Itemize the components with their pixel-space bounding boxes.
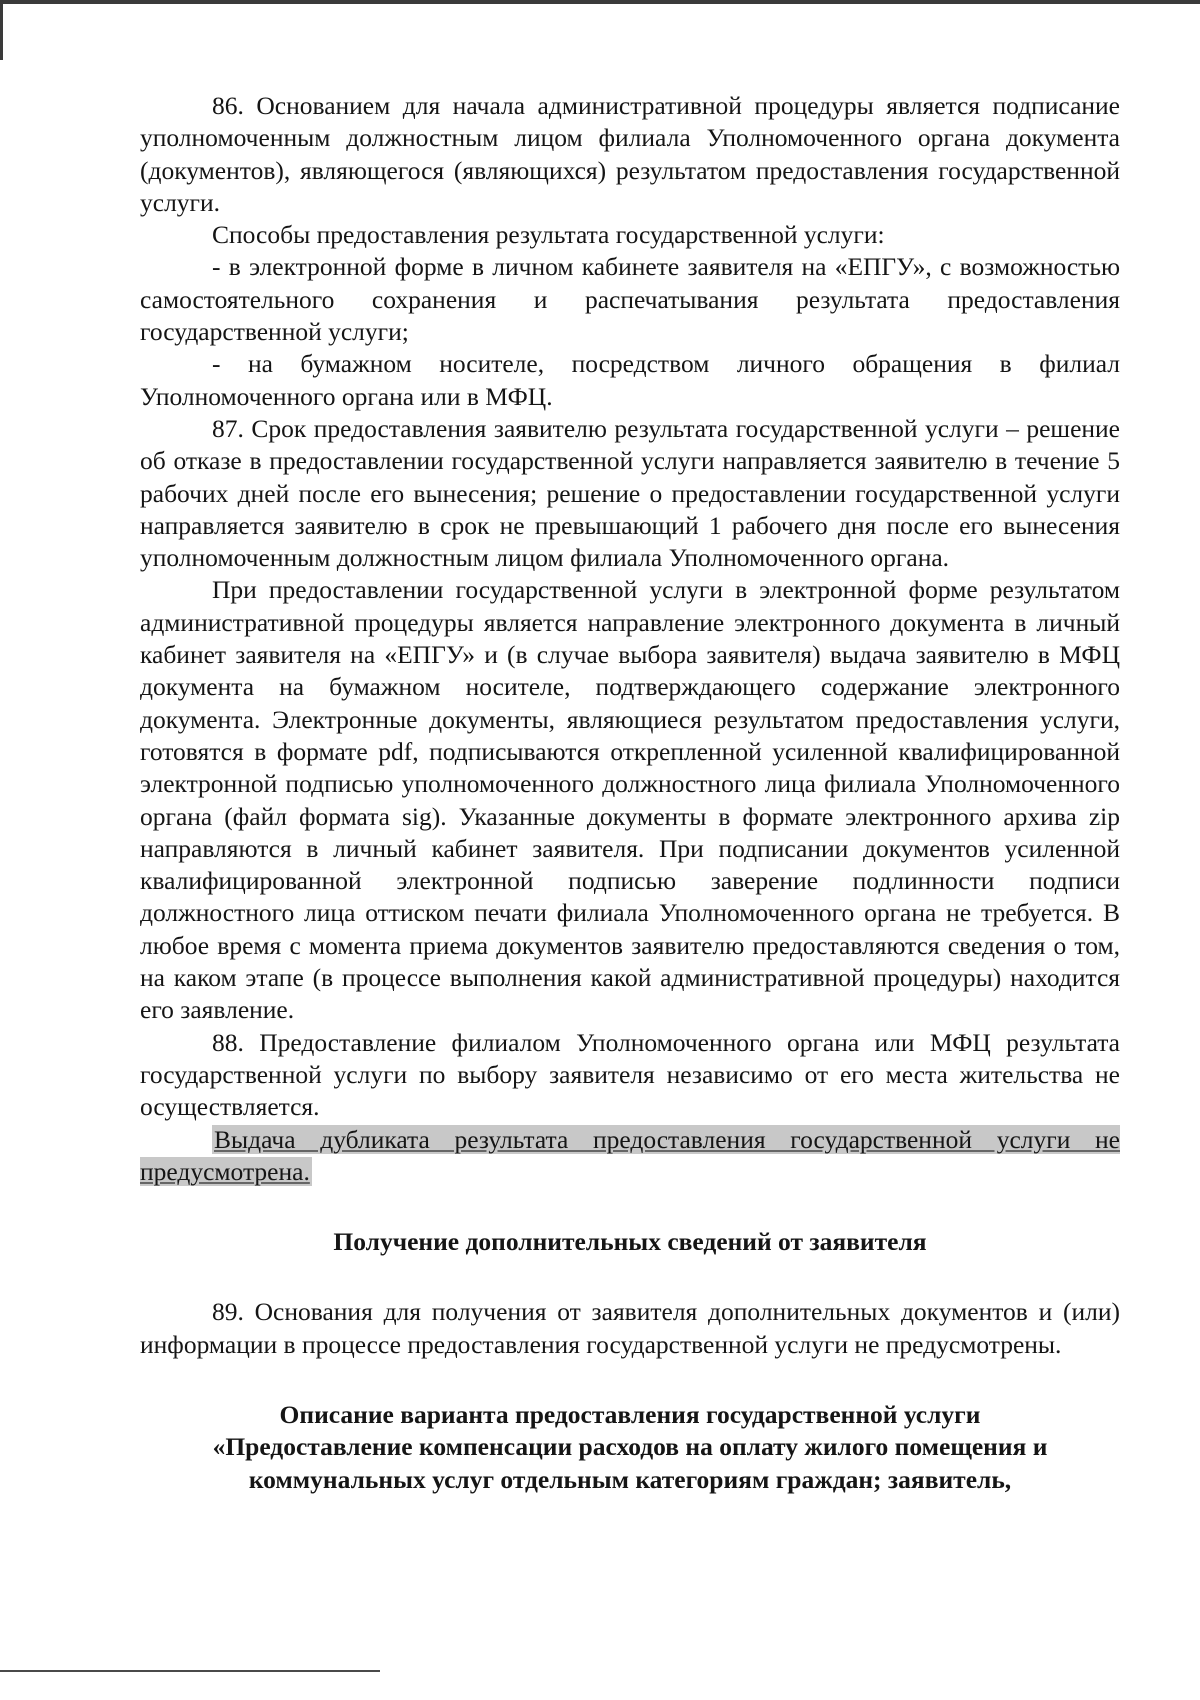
scan-edge-left (0, 0, 3, 60)
scan-edge-bottom (0, 1670, 380, 1672)
paragraph-electronic-result: При предоставлении государственной услуги в электронной форме результатом административной процедуры является направление электронного документа в личный кабинет заявителя на «ЕПГУ» и (в случае выбора заявителя) выдача заявителю в МФЦ документа на бумажном носителе, подтверждающего содержание электронного документа. Электронные документы, являющиеся результатом предоставления услуги, готовятся в формате pdf, подписываются открепленной усиленной квалифицированной электронной подписью уполномоченного должностного лица филиала Уполномоченного органа (файл формата sig). Указанные документы в формате электронного архива zip направляются в личный кабинет заявителя. При подписании документов усиленной квалифицированной электронной подписью заверение подлинности подписи должностного лица оттиском печати филиала Уполномоченного органа не требуется. В любое время с момента приема документов заявителю предоставляются сведения о том, на каком этапе (в процессе выполнения какой административной процедуры) находится его заявление. (140, 575, 1120, 1025)
paragraph-87: 87. Срок предоставления заявителю результата государственной услуги – решение об отказе в предоставлении государственной услуги направляется заявителю в течение 5 рабочих дней после его вынесения; решение о предоставлении государственной услуги направляется заявителю в срок не превышающий 1 рабочего дня после его вынесения уполномоченным должностным лицом филиала Уполномоченного органа. (140, 413, 1120, 573)
scan-edge-top (0, 0, 1200, 4)
heading-additional-info: Получение дополнительных сведений от заявителя (333, 1227, 927, 1257)
heading-variant-line-3: коммунальных услуг отдельным категориям граждан; заявитель, (248, 1464, 1012, 1494)
result-way-paper: - на бумажном носителе, посредством личного обращения в филиал Уполномоченного органа или в МФЦ. (140, 349, 1120, 411)
paragraph-89: 89. Основания для получения от заявителя дополнительных документов и (или) информации в процессе предоставления государственной услуги не предусмотрены. (140, 1297, 1120, 1359)
duplicate-note-highlight: Выдача дубликата результата предоставления государственной услуги не предусмотрена. (140, 1124, 1120, 1186)
paragraph-88: 88. Предоставление филиалом Уполномоченного органа или МФЦ результата государственной услуги по выбору заявителя независимо от его места жительства не осуществляется. (140, 1027, 1120, 1122)
duplicate-note (140, 1124, 1120, 1189)
heading-variant-line-1: Описание варианта предоставления государственной услуги (279, 1399, 981, 1429)
result-way-electronic: - в электронной форме в личном кабинете заявителя на «ЕПГУ», с возможностью самостоятельного сохранения и распечатывания результата предоставления государственной услуги; (140, 252, 1120, 347)
spacer (140, 1188, 1120, 1226)
spacer (140, 1361, 1120, 1399)
spacer (140, 1258, 1120, 1296)
document-body (140, 90, 1120, 1496)
paragraph-86: 86. Основанием для начала административной процедуры является подписание уполномоченным должностным лицом филиала Уполномоченного органа документа (документов), являющегося (являющихся) результатом предоставления государственной услуги. (140, 91, 1120, 217)
heading-variant-line-2: «Предоставление компенсации расходов на оплату жилого помещения и (212, 1432, 1048, 1462)
result-ways-intro: Способы предоставления результата государственной услуги: (212, 220, 885, 250)
